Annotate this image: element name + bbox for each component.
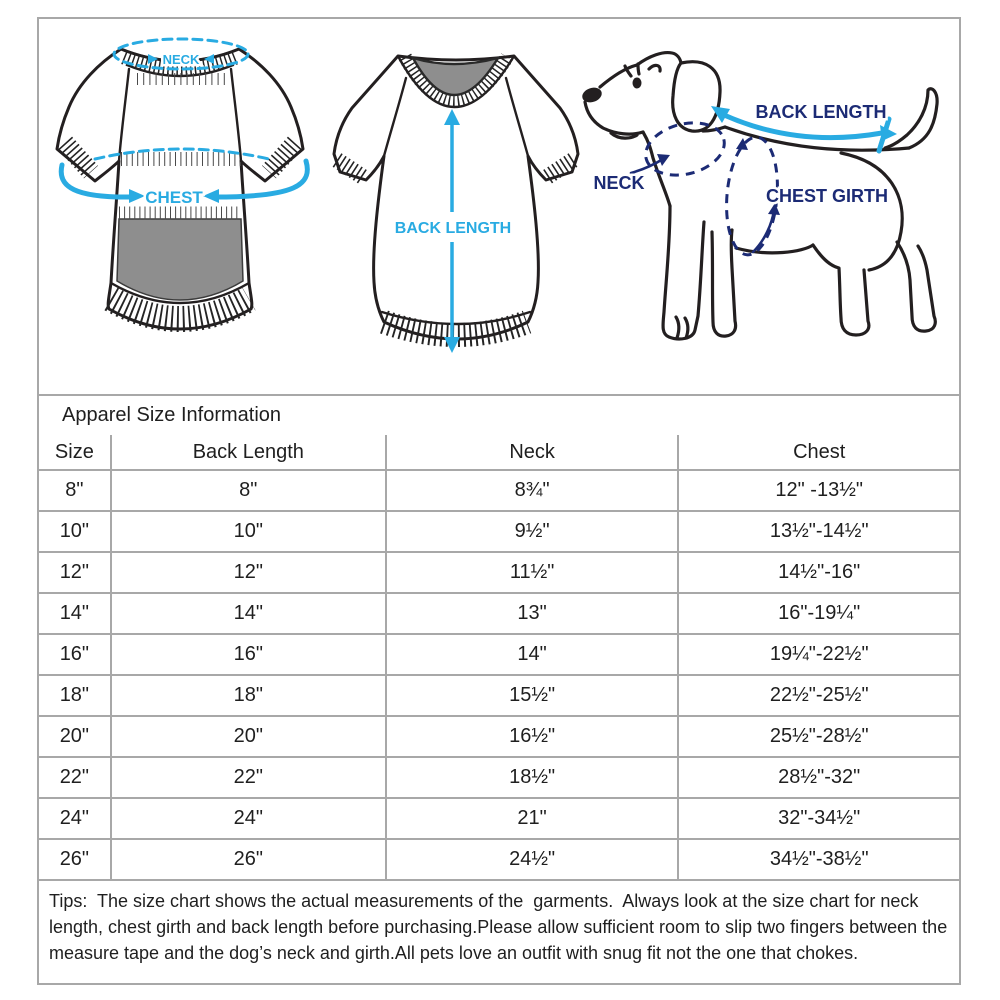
size-cell: 20" xyxy=(39,716,111,757)
back-length-label: BACK LENGTH xyxy=(755,102,887,122)
size-row xyxy=(39,634,959,675)
size-table-body xyxy=(39,470,959,879)
dog-belly xyxy=(736,245,813,253)
garment-back-view-diagram xyxy=(55,25,315,355)
size-cell: 26" xyxy=(39,839,111,879)
size-cell: 14" xyxy=(386,634,679,675)
sweater-front-outline xyxy=(334,56,578,339)
size-cell: 32"-34½" xyxy=(678,798,959,839)
size-cell: 12" -13½" xyxy=(678,470,959,511)
size-cell: 26" xyxy=(111,839,386,879)
garment-front-view-diagram xyxy=(330,30,580,370)
size-cell: 8" xyxy=(39,470,111,511)
size-cell: 18" xyxy=(39,675,111,716)
dog-mouth xyxy=(585,102,643,134)
chest-girth-label: CHEST GIRTH xyxy=(765,186,889,206)
table-title: Apparel Size Information xyxy=(39,394,959,435)
size-row xyxy=(39,798,959,839)
measurement-diagrams xyxy=(39,19,959,394)
dog-head-top xyxy=(637,53,681,65)
size-cell: 10" xyxy=(111,511,386,552)
size-cell: 8" xyxy=(111,470,386,511)
dog-front-paw-toes xyxy=(676,317,688,338)
size-row xyxy=(39,716,959,757)
size-cell: 8¾" xyxy=(386,470,679,511)
size-cell: 18½" xyxy=(386,757,679,798)
size-cell: 20" xyxy=(111,716,386,757)
dog-haunch xyxy=(841,153,902,270)
size-cell: 16"-19¼" xyxy=(678,593,959,634)
dog-tail xyxy=(885,89,937,148)
column-header: Size xyxy=(39,435,111,470)
size-cell: 16" xyxy=(39,634,111,675)
size-table-header xyxy=(39,435,959,470)
size-row xyxy=(39,470,959,511)
size-row xyxy=(39,839,959,879)
size-cell: 19¼"-22½" xyxy=(678,634,959,675)
size-cell: 9½" xyxy=(386,511,679,552)
dog-rear-leg-near xyxy=(813,245,869,335)
size-cell: 12" xyxy=(39,552,111,593)
dog-rear-leg-far xyxy=(897,242,935,331)
size-cell: 11½" xyxy=(386,552,679,593)
column-header: Neck xyxy=(386,435,679,470)
size-cell: 24½" xyxy=(386,839,679,879)
size-cell: 18" xyxy=(111,675,386,716)
size-cell: 22" xyxy=(111,757,386,798)
size-cell: 14" xyxy=(111,593,386,634)
neck-label: NECK xyxy=(593,173,645,193)
back-length-label: BACK LENGTH xyxy=(394,220,512,237)
size-cell: 14" xyxy=(39,593,111,634)
header-row xyxy=(39,435,959,470)
dog-measurement-diagram xyxy=(573,20,965,380)
gray-panel xyxy=(117,219,243,300)
size-row xyxy=(39,552,959,593)
size-cell: 22" xyxy=(39,757,111,798)
size-cell: 14½"-16" xyxy=(678,552,959,593)
dog-eye xyxy=(633,78,642,89)
neck-label: NECK xyxy=(162,52,200,67)
size-cell: 10" xyxy=(39,511,111,552)
size-row xyxy=(39,593,959,634)
size-cell: 15½" xyxy=(386,675,679,716)
size-table xyxy=(39,435,959,879)
size-row xyxy=(39,511,959,552)
size-row xyxy=(39,675,959,716)
size-cell: 34½"-38½" xyxy=(678,839,959,879)
size-cell: 13" xyxy=(386,593,679,634)
dog-front-leg-far xyxy=(712,230,736,336)
dog-front-leg-near xyxy=(663,206,704,339)
dog-ear xyxy=(673,62,720,131)
size-cell: 16½" xyxy=(386,716,679,757)
dog-chin-chest xyxy=(643,132,670,206)
size-cell: 12" xyxy=(111,552,386,593)
chart-frame xyxy=(37,17,961,985)
size-cell: 24" xyxy=(111,798,386,839)
size-row xyxy=(39,757,959,798)
size-cell: 22½"-25½" xyxy=(678,675,959,716)
size-cell: 21" xyxy=(386,798,679,839)
size-cell: 25½"-28½" xyxy=(678,716,959,757)
column-header: Chest xyxy=(678,435,959,470)
size-cell: 28½"-32" xyxy=(678,757,959,798)
size-cell: 24" xyxy=(39,798,111,839)
chest-label: CHEST xyxy=(145,188,203,207)
column-header: Back Length xyxy=(111,435,386,470)
tips-text: Tips: The size chart shows the actual measurements of the garments. Always look at the size chart for neck length, chest girth and back length before purchasing.Please allow sufficient room to slip two fingers between the measure tape and the dog’s neck and girth.All pets love an outfit with snug fit not the one that chokes. xyxy=(39,879,959,966)
size-cell: 16" xyxy=(111,634,386,675)
size-cell: 13½"-14½" xyxy=(678,511,959,552)
